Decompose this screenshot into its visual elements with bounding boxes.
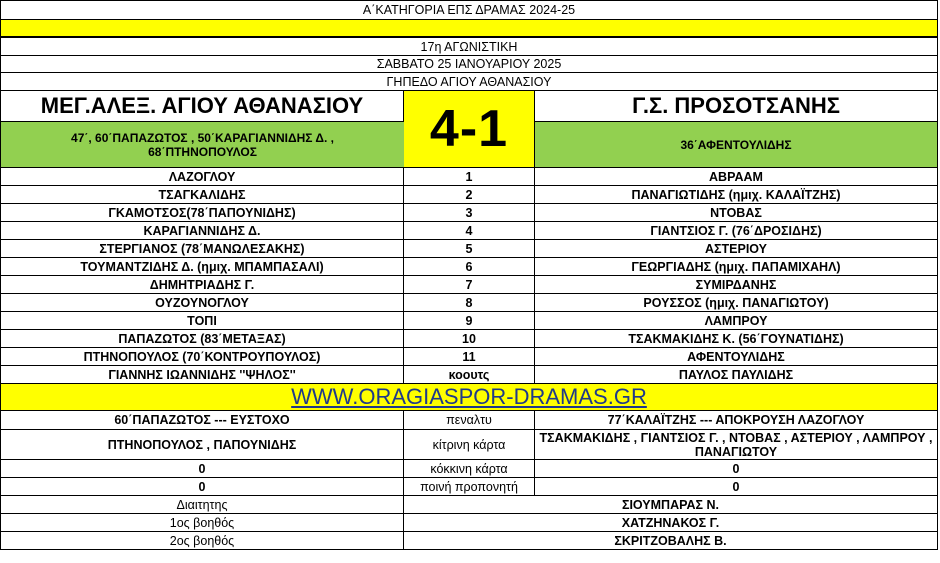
venue: ΓΗΠΕΔΟ ΑΓΙΟΥ ΑΘΑΝΑΣΙΟΥ xyxy=(1,73,937,91)
official-name: ΣΚΡΙΤΖΟΒΑΛΗΣ Β. xyxy=(404,532,937,550)
home-player: ΤΟΥΜΑΝΤΖΙΔΗΣ Δ. (ημιχ. ΜΠΑΜΠΑΣΑΛΙ) xyxy=(1,258,404,276)
round-label: 17η ΑΓΩΝΙΣΤΙΚΗ xyxy=(1,38,937,56)
away-player: ΤΣΑΚΜΑΚΙΔΗΣ Κ. (56΄ΓΟΥΝΑΤΙΔΗΣ) xyxy=(535,330,937,348)
stat-label: ποινή προπονητή xyxy=(404,478,535,496)
stats-table xyxy=(0,411,938,496)
shirt-number: 8 xyxy=(404,294,535,312)
away-player: ΠΑΥΛΟΣ ΠΑΥΛΙΔΗΣ xyxy=(535,366,937,384)
website-link[interactable]: WWW.ORAGIASPOR-DRAMAS.GR xyxy=(1,384,937,411)
yellow-band xyxy=(1,20,937,37)
away-player: ΓΕΩΡΓΙΑΔΗΣ (ημιχ. ΠΑΠΑΜΙΧΑΗΛ) xyxy=(535,258,937,276)
home-stat: 0 xyxy=(1,460,404,478)
date-row xyxy=(0,56,938,73)
website-row xyxy=(0,384,938,411)
home-player: ΠΤΗΝΟΠΟΥΛΟΣ (70΄ΚΟΝΤΡΟΥΠΟΥΛΟΣ) xyxy=(1,348,404,366)
lineup-row xyxy=(0,240,938,258)
away-stat: 0 xyxy=(535,460,937,478)
official-name: ΧΑΤΖΗΝΑΚΟΣ Γ. xyxy=(404,514,937,532)
away-team-name: Γ.Σ. ΠΡΟΣΟΤΣΑΝΗΣ xyxy=(535,91,937,122)
home-player: ΤΟΠΙ xyxy=(1,312,404,330)
home-player: ΓΚΑΜΟΤΣΟΣ(78΄ΠΑΠΟΥΝΙΔΗΣ) xyxy=(1,204,404,222)
stat-label: πεναλτυ xyxy=(404,411,535,430)
league-title: Α΄ΚΑΤΗΓΟΡΙΑ ΕΠΣ ΔΡΑΜΑΣ 2024-25 xyxy=(1,1,937,20)
lineup-row xyxy=(0,312,938,330)
stat-label: κίτρινη κάρτα xyxy=(404,430,535,460)
away-player: ΛΑΜΠΡΟΥ xyxy=(535,312,937,330)
away-side xyxy=(535,91,937,168)
shirt-number: 1 xyxy=(404,168,535,186)
teams-block xyxy=(0,91,938,168)
away-player: ΓΙΑΝΤΣΙΟΣ Γ. (76΄ΔΡΟΣΙΔΗΣ) xyxy=(535,222,937,240)
home-player: ΤΣΑΓΚΑΛΙΔΗΣ xyxy=(1,186,404,204)
away-player: ΡΟΥΣΣΟΣ (ημιχ. ΠΑΝΑΓΙΩΤΟΥ) xyxy=(535,294,937,312)
home-stat: ΠΤΗΝΟΠΟΥΛΟΣ , ΠΑΠΟΥΝΙΔΗΣ xyxy=(1,430,404,460)
shirt-number: 2 xyxy=(404,186,535,204)
home-player: ΣΤΕΡΓΙΑΝΟΣ (78΄ΜΑΝΩΛΕΣΑΚΗΣ) xyxy=(1,240,404,258)
shirt-number: 3 xyxy=(404,204,535,222)
shirt-number: 10 xyxy=(404,330,535,348)
lineup-row xyxy=(0,258,938,276)
official-role: 1ος βοηθός xyxy=(1,514,404,532)
lineup-row xyxy=(0,186,938,204)
away-stat: ΤΣΑΚΜΑΚΙΔΗΣ , ΓΙΑΝΤΣΙΟΣ Γ. , ΝΤΟΒΑΣ , ΑΣΤΕΡΙΟΥ , ΛΑΜΠΡΟΥ , ΠΑΝΑΓΙΩΤΟΥ xyxy=(535,430,937,460)
home-side xyxy=(1,91,404,168)
lineup-row xyxy=(0,204,938,222)
stat-row xyxy=(0,460,938,478)
lineup-row xyxy=(0,366,938,384)
away-player: ΣΥΜΙΡΔΑΝΗΣ xyxy=(535,276,937,294)
home-player: ΟΥΖΟΥΝΟΓΛΟΥ xyxy=(1,294,404,312)
shirt-number: 4 xyxy=(404,222,535,240)
shirt-number: 5 xyxy=(404,240,535,258)
official-name: ΣΙΟΥΜΠΑΡΑΣ Ν. xyxy=(404,496,937,514)
away-player: ΑΣΤΕΡΙΟΥ xyxy=(535,240,937,258)
lineup-row xyxy=(0,168,938,186)
venue-row xyxy=(0,73,938,91)
stat-row xyxy=(0,478,938,496)
yellow-spacer xyxy=(0,20,938,37)
match-date: ΣΑΒΒΑΤΟ 25 ΙΑΝΟΥΑΡΙΟΥ 2025 xyxy=(1,56,937,73)
away-player: ΠΑΝΑΓΙΩΤΙΔΗΣ (ημιχ. ΚΑΛΑΪΤΖΗΣ) xyxy=(535,186,937,204)
shirt-number: 11 xyxy=(404,348,535,366)
shirt-number: 9 xyxy=(404,312,535,330)
officials-table xyxy=(0,496,938,550)
title-row xyxy=(0,0,938,20)
away-stat: 77΄ΚΑΛΑΪΤΖΗΣ --- ΑΠΟΚΡΟΥΣΗ ΛΑΖΟΓΛΟΥ xyxy=(535,411,937,430)
official-row xyxy=(0,514,938,532)
lineup-row xyxy=(0,294,938,312)
stat-row xyxy=(0,430,938,460)
shirt-number: κοουτς xyxy=(404,366,535,384)
official-role: Διαιτητης xyxy=(1,496,404,514)
shirt-number: 6 xyxy=(404,258,535,276)
home-player: ΛΑΖΟΓΛΟΥ xyxy=(1,168,404,186)
final-score: 4-1 xyxy=(404,91,535,168)
home-team-name: ΜΕΓ.ΑΛΕΞ. ΑΓΙΟΥ ΑΘΑΝΑΣΙΟΥ xyxy=(1,91,404,122)
home-player: ΓΙΑΝΝΗΣ ΙΩΑΝΝΙΔΗΣ ''ΨΗΛΟΣ'' xyxy=(1,366,404,384)
lineup-row xyxy=(0,348,938,366)
away-player: ΑΦΕΝΤΟΥΛΙΔΗΣ xyxy=(535,348,937,366)
away-scorers: 36΄ΑΦΕΝΤΟΥΛΙΔΗΣ xyxy=(535,122,937,168)
lineup-row xyxy=(0,276,938,294)
shirt-number: 7 xyxy=(404,276,535,294)
home-stat: 60΄ΠΑΠΑΖΩΤΟΣ --- ΕΥΣΤΟΧΟ xyxy=(1,411,404,430)
lineup-row xyxy=(0,330,938,348)
lineups-table xyxy=(0,168,938,384)
away-player: ΑΒΡΑΑΜ xyxy=(535,168,937,186)
away-stat: 0 xyxy=(535,478,937,496)
home-player: ΔΗΜΗΤΡΙΑΔΗΣ Γ. xyxy=(1,276,404,294)
official-row xyxy=(0,532,938,550)
stat-row xyxy=(0,411,938,430)
home-scorers: 47΄, 60΄ΠΑΠΑΖΩΤΟΣ , 50΄ΚΑΡΑΓΙΑΝΝΙΔΗΣ Δ. , 68΄ΠΤΗΝΟΠΟΥΛΟΣ xyxy=(1,122,404,168)
round-row xyxy=(0,38,938,56)
official-role: 2ος βοηθός xyxy=(1,532,404,550)
stat-label: κόκκινη κάρτα xyxy=(404,460,535,478)
official-row xyxy=(0,496,938,514)
home-stat: 0 xyxy=(1,478,404,496)
lineup-row xyxy=(0,222,938,240)
home-player: ΠΑΠΑΖΩΤΟΣ (83΄ΜΕΤΑΞΑΣ) xyxy=(1,330,404,348)
home-player: ΚΑΡΑΓΙΑΝΝΙΔΗΣ Δ. xyxy=(1,222,404,240)
away-player: ΝΤΟΒΑΣ xyxy=(535,204,937,222)
